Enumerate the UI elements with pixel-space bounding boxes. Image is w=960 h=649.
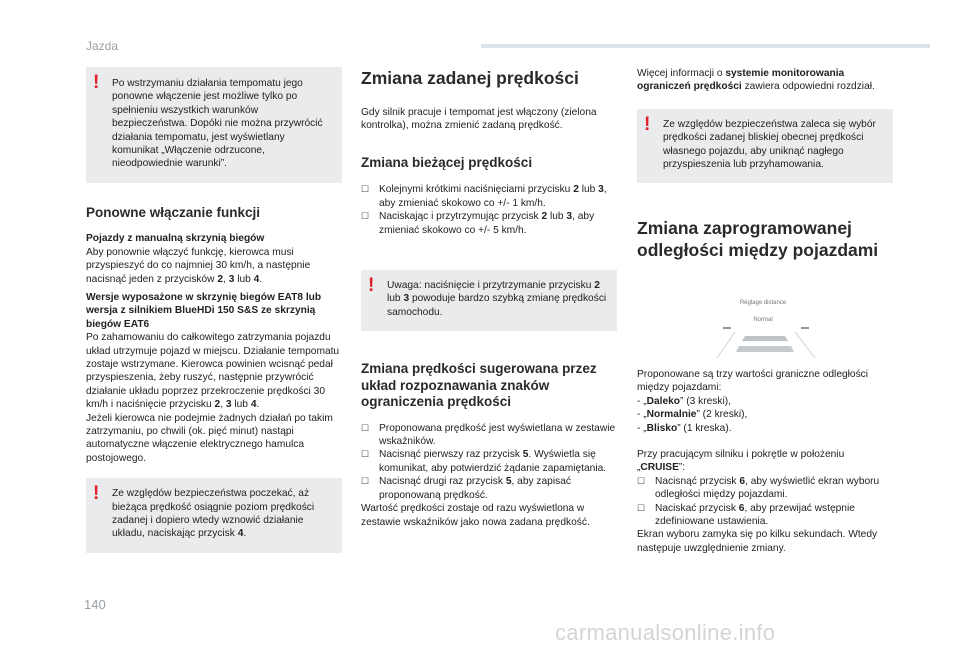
warning-box [637,109,893,184]
section-heading: Zmiana zadanej prędkości [361,68,579,88]
distance-options-list [637,395,893,435]
warning-text: Ze względów bezpieczeństwa zaleca się wybór prędkości zadanej bliskiej obecnej prędkości własnego pojazdu, aby uniknąć nagłego przyspieszenia lub przyhamowania. [663,118,876,171]
paragraph: Wartość prędkości zostaje od razu wyświetlona w zestawie wskaźników jako nowa zadana prędkość. [361,503,590,528]
check-box-bullet-icon: ☐ [361,184,370,195]
paragraph: Ekran wyboru zamyka się po kilku sekundach. Wtedy następuje uwzględnienie zmiany. [637,529,878,554]
section-heading: Zmiana zaprogramowanej odległości między pojazdami [637,218,879,261]
subsection-title: Pojazdy z manualną skrzynią biegów [86,233,265,245]
header-bar [481,44,930,48]
paragraph: Aby ponownie włączyć funkcję, kierowca musi przyspieszyć do co najmniej 30 km/h, a następnie nacisnąć jeden z przycisków 2, 3 lub 4. [86,246,311,285]
check-box-bullet-icon: ☐ [361,422,370,433]
paragraph: Po zahamowaniu do całkowitego zatrzymania pojazdu układ utrzymuje pojazd w miejscu. Działanie tempomatu zostaje wstrzymane. Kierowca powinien wcisnąć pedał przyspieszenia, żeby ruszyć, następnie przywrócić działanie układu poprzez przekroczenie prędkości 30 km/h i naciśnięcie przycisku 2, 3 lub 4. [86,332,340,411]
warning-icon: ! [93,72,100,93]
bullet-list [361,183,617,237]
list-item: ☐ Nacisnąć przycisk 6, aby wyświetlić ekran wyboru odległości między pojazdami. [637,475,880,501]
watermark: carmanualsonline.info [555,620,776,645]
bullet-list [637,475,893,529]
list-item: - „Blisko” (1 kreska). [637,422,732,434]
list-item: - „Normalnie” (2 kreski), [637,409,748,421]
list-item: ☐ Nacisnąć pierwszy raz przycisk 5. Wyświetla się komunikat, aby potwierdzić żądanie zapamiętania. [361,449,607,474]
warning-box [361,270,617,331]
list-item: ☐ Proponowana prędkość jest wyświetlana w zestawie wskaźników. [361,422,616,448]
list-item: - „Daleko” (3 kreski), [637,395,731,407]
check-box-bullet-icon: ☐ [361,449,370,460]
check-box-bullet-icon: ☐ [637,475,646,486]
check-box-bullet-icon: ☐ [361,211,370,222]
warning-text: Ze względów bezpieczeństwa poczekać, aż bieżąca prędkość osiągnie poziom prędkości zadanej i dopiero wtedy wznowić działanie układu, naciskając przycisk 4. [112,488,315,540]
list-item: ☐ Nacisnąć drugi raz przycisk 5, aby zapisać proponowaną prędkość. [361,476,571,501]
distance-bar-1 [742,336,788,341]
paragraph: Proponowane są trzy wartości graniczne odległości między pojazdami: [637,369,869,394]
column-1 [86,67,342,553]
warning-icon: ! [93,483,100,505]
section-title: Jazda [86,39,119,53]
column-3-lower [637,368,893,555]
check-box-bullet-icon: ☐ [637,502,646,513]
paragraph: Gdy silnik pracuje i tempomat jest włączony (zielona kontrolka), można zmienić zadaną prędkość. [361,107,597,132]
bullet-list [361,422,617,502]
warning-text: Po wstrzymaniu działania tempomatu jego ponowne włączenie jest możliwe tylko po spełnieniu wszystkich warunków bezpieczeństwa. Dopóki nie można przywrócić działania tempomatu, jest wyświetlany komunikat „Włączenie odrzucone, nieodpowiednie warunki”. [112,78,323,170]
warning-icon: ! [644,113,651,135]
check-box-bullet-icon: ☐ [361,476,370,487]
list-item: ☐ Kolejnymi krótkimi naciśnięciami przycisku 2 lub 3, aby zmieniać skokowo co +/- 1 km/h. [361,184,607,209]
distance-setting-display [697,296,839,362]
list-item: ☐ Naciskając i przytrzymując przycisk 2 lub 3, aby zmieniać skokowo co +/- 5 km/h. [361,211,595,236]
subsection-heading: Zmiana bieżącej prędkości [361,154,533,170]
diagram-label-mode: Normal [753,317,773,323]
list-item: ☐ Naciskać przycisk 6, aby przewijać wstępnie zdefiniowane ustawienia. [637,502,855,528]
warning-text: Uwaga: naciśnięcie i przytrzymanie przycisku 2 lub 3 powoduje bardzo szybką zmianę prędkości samochodu. [387,279,607,318]
page-number: 140 [84,597,106,612]
paragraph: Jeżeli kierowca nie podejmie żadnych działań po takim zatrzymaniu, po chwili (ok. pięć minut) nastąpi automatyczne włączenie elektrycznego hamulca postojowego. [86,412,333,464]
diagram-label-setting: Réglage distance [739,300,787,306]
section-heading: Ponowne włączanie funkcji [86,204,261,220]
column-2 [361,67,617,529]
warning-box [86,478,342,553]
paragraph: Przy pracującym silniku i pokrętle w położeniu „CRUISE”: [637,449,845,474]
warning-box [86,67,342,183]
column-3 [637,67,893,261]
warning-icon: ! [368,274,375,296]
subsection-title: Wersje wyposażone w skrzynię biegów EAT8 lub wersja z silnikiem BlueHDi 150 S&S ze skrzynią biegów EAT6 [86,291,322,330]
section-heading: Zmiana prędkości sugerowana przez układ rozpoznawania znaków ograniczenia prędkości [361,361,597,410]
paragraph: Więcej informacji o systemie monitorowania ograniczeń prędkości zawiera odpowiedni rozdział. [637,68,875,93]
distance-bar-2 [736,346,794,352]
